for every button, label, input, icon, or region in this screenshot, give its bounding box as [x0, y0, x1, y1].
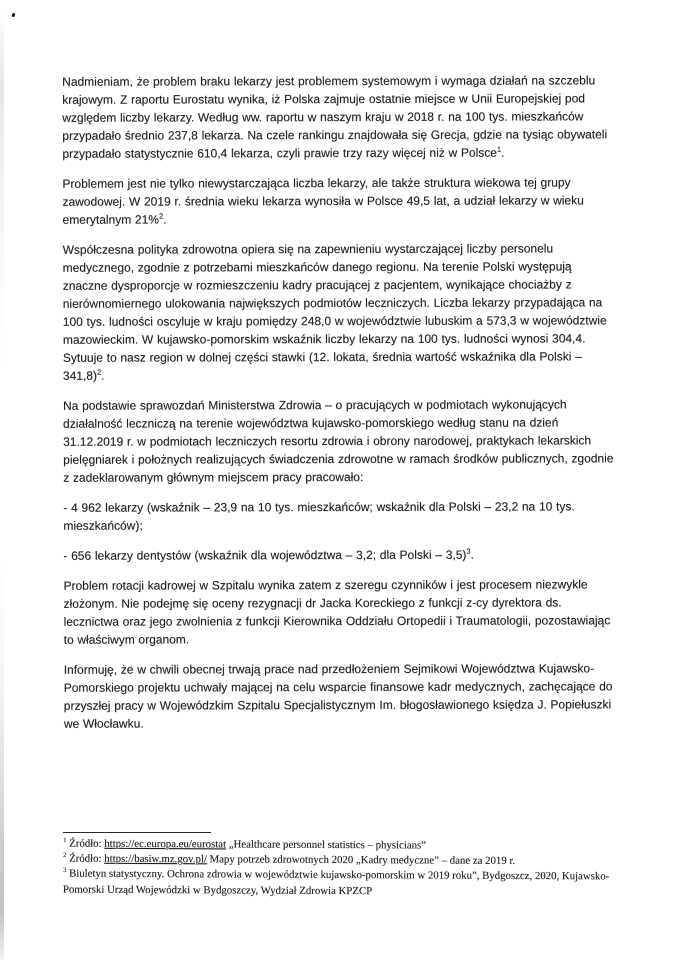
document-body: [62, 71, 617, 744]
footnote: [63, 867, 625, 900]
scan-edge-shadow: [0, 0, 4, 960]
paragraph: [64, 659, 617, 732]
paragraph: [63, 239, 616, 384]
text-run: Na podstawie sprawozdań Ministerstwa Zdrowia – o pracujących w podmiotach wykonujących działalność leczniczą na terenie województwa kujawsko-pomorskiego według stanu na dzień 31.12.2019 r. w podmiotach leczniczych resortu zdrowia i obrony narodowej, praktykach lekarskich pielęgniarek i położnych realizujących świadczenia zdrowotne w ramach środków publicznych, zgodnie z zadeklarowanym głównym miejscem pracy pracowało:: [62, 397, 614, 485]
text-run: Źródło:: [66, 852, 105, 865]
footnote-marker: 3: [62, 867, 67, 875]
text-run: Problemem jest nie tylko niewystarczająca liczba lekarzy, ale także struktura wiekowa tej grupy zawodowej. W 2019 r. średnia wieku lekarza wynosiła w Polsce 49,5 lat, a udział lekarzy w wieku emerytalnym 21%: [62, 175, 584, 227]
text-run: Współczesna polityka zdrowotna opiera się na zapewnieniu wystarczającej liczby personelu medycznego, zgodnie z potrzebami mieszkańców danego regionu. Na terenie Polski występują znaczne dysproporcje w rozmieszczeniu kadry pracującej z pacjentem, wynikające chociażby z nierównomiernego ulokowania największych podmiotów leczniczych. Liczba lekarzy przypadająca na 100 tys. ludności oscyluje w kraju pomiędzy 248,0 w województwie lubuskim a 573,3 w województwie mazowieckim. W kujawsko-pomorskim wskaźnik liczby lekarzy na 100 tys. ludności wynosi 304,4. Sytuuje to nasz region w dolnej części stawki (12. lokata, średnia wartość wskaźnika dla Polski – 341,8): [62, 241, 607, 383]
text-run: - 4 962 lekarzy (wskaźnik – 23,9 na 10 tys. mieszkańców; wskaźnik dla Polski – 23,2 na 10 tys. mieszkańców);: [63, 499, 575, 533]
footnote-url: https://basiw.mz.gov.pl/: [104, 852, 207, 866]
footnote-marker: 1: [63, 836, 67, 844]
footnote-marker: 3: [466, 546, 471, 556]
text-run: „Healthcare personnel statistics – physicians”: [225, 838, 427, 852]
text-run: .: [101, 368, 105, 383]
paragraph: [63, 575, 616, 648]
text-run: .: [470, 547, 474, 562]
list-item: [63, 545, 616, 564]
footnote-marker: 2: [158, 211, 164, 221]
text-run: .: [163, 212, 167, 227]
text-run: Mapy potrzeb zdrowotnych 2020 „Kadry medyczne” – dane za 2019 r.: [206, 853, 516, 868]
paragraph: [62, 71, 615, 162]
text-run: - 656 lekarzy dentystów (wskaźnik dla województwa – 3,2; dla Polski – 3,5): [63, 547, 467, 563]
footnote-marker: 2: [63, 852, 67, 860]
text-run: Biuletyn statystyczny. Ochrona zdrowia w województwie kujawsko-pomorskim w 2019 roku”, Bydgoszcz, 2020, Kujawsko-Pomorski Urząd Wojewódzki w Bydgoszczy, Wydział Zdrowia KPZCP: [62, 867, 610, 897]
text-run: Problem rotacji kadrowej w Szpitalu wynika zatem z szeregu czynników i jest procesem niezwykle złożonym. Nie podejmę się oceny rezygnacji dr Jacka Koreckiego z funkcji z-cy dyrektora ds. lecznictwa oraz jego zwolnienia z funkcji Kierownika Oddziału Ortopedii i Traumatologii, pozostawiając to właściwym organom.: [63, 577, 611, 647]
scan-speckle: [11, 13, 15, 18]
list-item: [63, 497, 616, 534]
footnote-marker: 2: [96, 367, 102, 377]
footnote-url: https://ec.europa.eu/eurostat: [104, 837, 227, 851]
text-run: Źródło:: [66, 837, 105, 850]
text-run: Nadmieniam, że problem braku lekarzy jest problemem systemowym i wymaga działań na szczeblu krajowym. Z raportu Eurostatu wynika, iż Polska zajmuje ostatnie miejsce w Unii Europejskiej pod względem liczby lekarzy. Według ww. raportu w naszym kraju w 2018 r. na 100 tys. mieszkańców przypadało średnio 237,8 lekarza. Na czele rankingu znajdowała się Grecja, gdzie na tysiąc obywateli przypadało statystycznie 610,4 lekarza, czyli prawie trzy razy więcej niż w Polsce: [62, 73, 608, 161]
text-run: Informuję, że w chwili obecnej trwają prace nad przedłożeniem Sejmikowi Województwa Kujawsko-Pomorskiego projektu uchwały mającej na celu wsparcie finansowe kadr medycznych, zachęcające do przyszłej pracy w Wojewódzkim Szpitalu Specjalistycznym Im. błogosławionego księdza J. Popiełuszki we Włocławku.: [63, 661, 613, 731]
footnote-separator: [63, 832, 211, 833]
paragraph: [63, 395, 616, 486]
paragraph: [62, 173, 615, 228]
footnote-marker: 1: [496, 144, 502, 154]
footnotes: [63, 837, 625, 901]
text-run: .: [501, 145, 505, 160]
